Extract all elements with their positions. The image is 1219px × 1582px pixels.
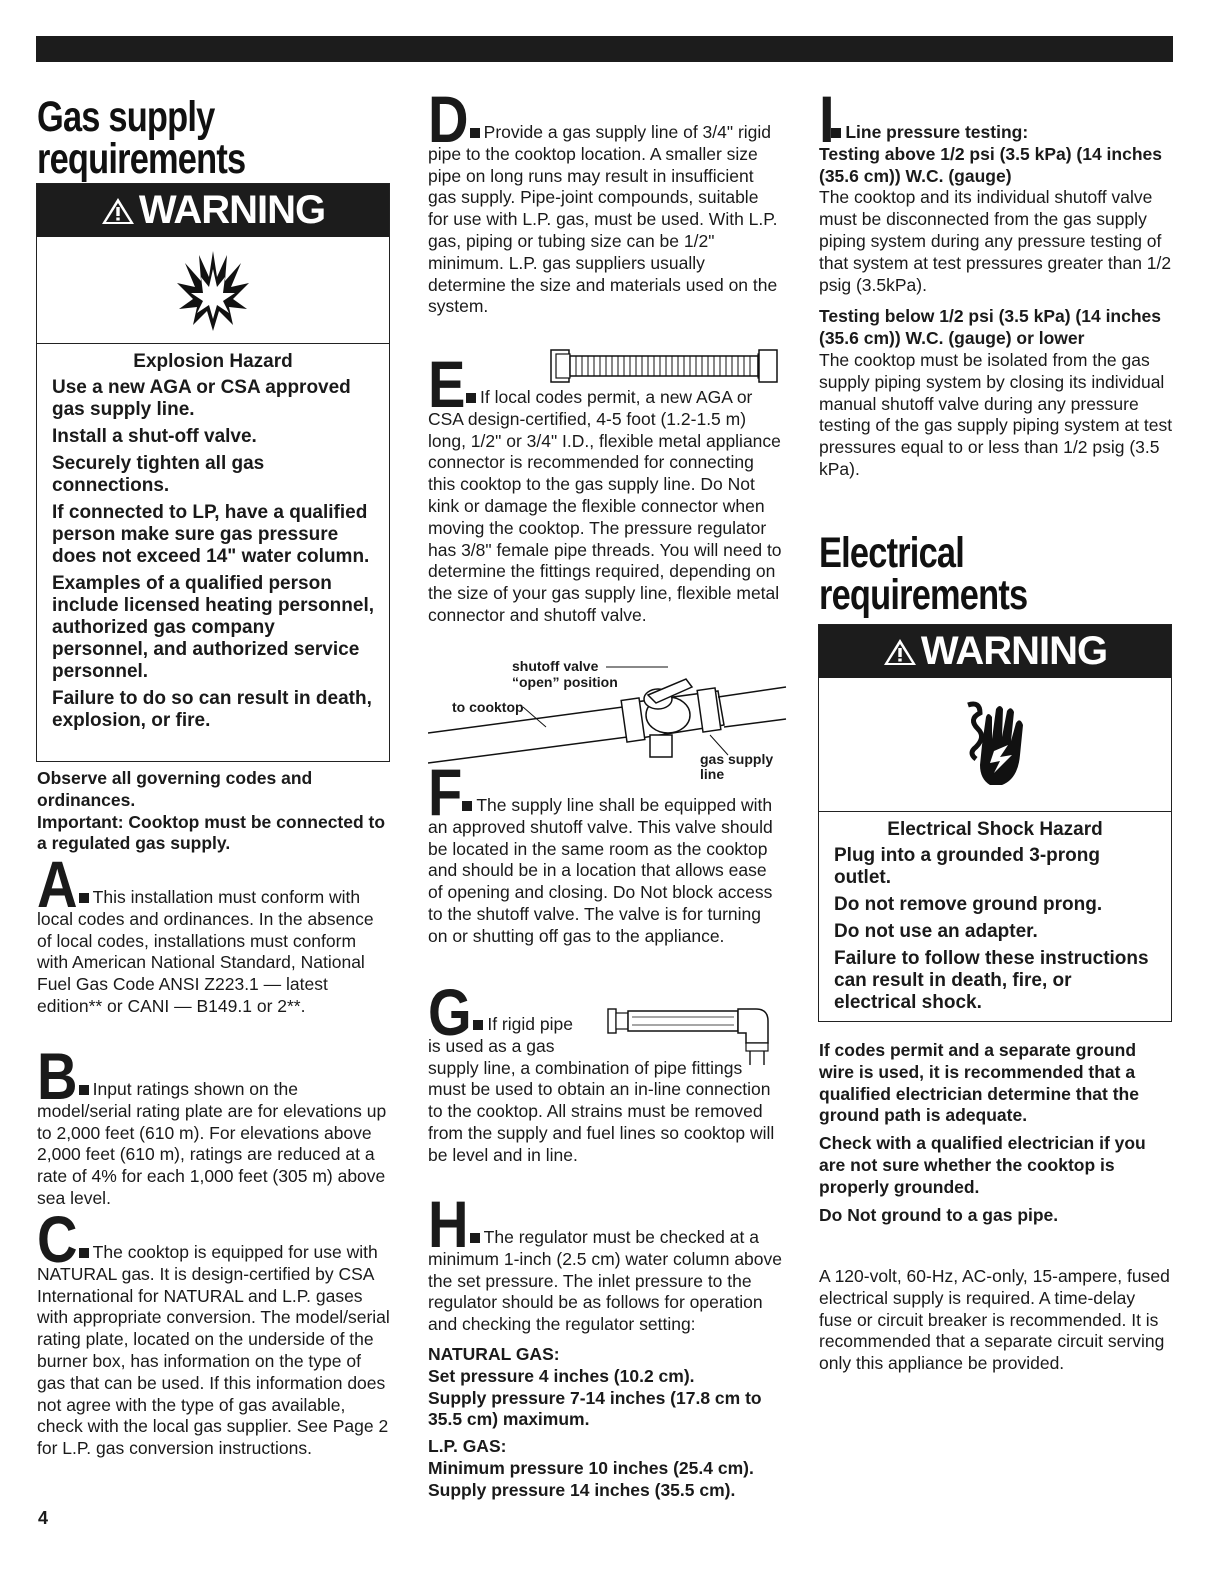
section-c <box>37 1202 392 1460</box>
electrical-supply <box>819 1266 1171 1375</box>
test-above-heading: Testing above 1/2 psi (3.5 kPa) (14 inches (35.6 cm)) W.C. (gauge) <box>819 143 1163 186</box>
electric-shock-hand-icon <box>950 695 1040 795</box>
shock-icon-area <box>819 678 1171 812</box>
bullet-icon <box>473 1020 483 1030</box>
section-h-text: The regulator must be checked at a minimum 1-inch (2.5 cm) water column above the set pressure. The inlet pressure to the regulator should be as follows for operation and checking the regulator setting: <box>428 1227 783 1335</box>
section-g-text-1: If rigid pipe <box>487 1014 573 1034</box>
section-f-text: The supply line shall be equipped with an approved shutoff valve. This valve should be located in the same room as the cooktop and should be in a location that allows ease of opening and closing. Do Not block access to the shutoff valve. The valve is for turning on or shutting off gas to the appliance. <box>428 795 773 946</box>
gas-title-line-2: requirements <box>37 135 246 183</box>
natural-gas-title: NATURAL GAS: <box>428 1343 560 1364</box>
electrical-title-line-1: Electrical <box>819 529 964 577</box>
warning-header <box>37 184 389 237</box>
electrical-supply-text: A 120-volt, 60-Hz, AC-only, 15-ampere, fused electrical supply is required. A time-delay fuse or circuit breaker is recommended. It is recommended that a separate circuit serving only this appliance be provided. <box>819 1266 1170 1374</box>
dropcap-h: H <box>428 1187 469 1261</box>
hazard-item: Examples of a qualified person include licensed heating personnel, authorized gas company personnel, and authorized service personnel. <box>52 573 375 682</box>
hazard-item: Use a new AGA or CSA approved gas supply line. <box>52 377 351 420</box>
header-bar <box>36 36 1173 62</box>
hazard-item: Do not use an adapter. <box>834 921 1038 942</box>
bullet-icon <box>462 801 472 811</box>
explosion-icon-area <box>37 237 389 344</box>
bullet-icon <box>79 893 89 903</box>
dropcap-d: D <box>428 82 469 156</box>
hazard-item: Install a shut-off valve. <box>52 426 257 447</box>
alert-triangle-icon <box>883 637 917 667</box>
section-c-text: The cooktop is equipped for use with NATURAL gas. It is design-certified by CSA International for NATURAL and L.P. gases with appropriate conversion. The model/serial rating plate, located on the underside of the burner box, has information on the type of gas that can be used. If this information does not agree with the type of gas available, check with the local gas supplier. See Page 2 for L.P. gas conversion instructions. <box>37 1242 390 1459</box>
section-g-text-2: is used as a gas <box>428 1035 555 1056</box>
natural-gas-supply: Supply pressure 7-14 inches (17.8 cm to 35.5 cm) maximum. <box>428 1387 762 1430</box>
section-b-text: Input ratings shown on the model/serial rating plate are for elevations up to 2,000 feet (610 m). For elevations above 2,000 feet (610 m), ratings are reduced at a rate of 4% for each 1,000 feet (305 m) above sea level. <box>37 1079 387 1208</box>
shutoff-valve-figure <box>428 655 788 785</box>
section-h <box>428 1187 783 1502</box>
warning-header <box>819 625 1171 678</box>
lp-gas-min: Minimum pressure 10 inches (25.4 cm). <box>428 1457 754 1478</box>
section-a <box>37 847 392 1018</box>
hazard-item: If connected to LP, have a qualified person make sure gas pressure does not exceed 14" water column. <box>52 502 370 567</box>
hazard-title: Explosion Hazard <box>133 351 293 372</box>
dropcap-f: F <box>428 755 463 829</box>
electrical-title-line-2: requirements <box>819 571 1028 619</box>
test-below-text: The cooktop must be isolated from the gas supply piping system by closing its individual manual shutoff valve during any pressure testing of the gas supply piping system at test pressures equal to or less than 1/2 psig (3.5 kPa). <box>819 349 1173 479</box>
section-d <box>428 82 783 318</box>
hazard-list <box>37 377 389 732</box>
dropcap-e: E <box>428 347 466 421</box>
dropcap-i: I <box>819 82 835 156</box>
explosion-icon <box>173 247 253 333</box>
warning-label: WARNING <box>920 629 1108 673</box>
hazard-item: Securely tighten all gas connections. <box>52 453 265 496</box>
alert-triangle-icon <box>101 196 135 226</box>
electrical-note-2: Check with a qualified electrician if you are not sure whether the cooktop is properly grounded. <box>819 1133 1146 1197</box>
important-text: Important: Cooktop must be connected to a regulated gas supply. <box>37 811 386 854</box>
section-e <box>428 347 783 627</box>
cooktop-label: to cooktop <box>452 699 524 715</box>
lp-gas-supply: Supply pressure 14 inches (35.5 cm). <box>428 1479 736 1500</box>
supply-label-1: gas supply <box>700 751 774 767</box>
hazard-title: Electrical Shock Hazard <box>887 819 1103 840</box>
valve-label-1: shutoff valve <box>512 658 599 674</box>
dropcap-a: A <box>37 847 78 921</box>
dropcap-c: C <box>37 1202 78 1276</box>
section-e-text: If local codes permit, a new AGA or CSA design-certified, 4-5 foot (1.2-1.5 m) long, 1/2" or 3/4" I.D., flexible metal appliance connector is recommended for connecting this cooktop to the gas supply line. Do Not kink or damage the flexible connector when moving the cooktop. The pressure regulator has 3/8" female pipe threads. You will need to determine the fittings required, depending on the size of your gas supply line, flexible metal connector and shutoff valve. <box>428 387 782 625</box>
natural-gas-set: Set pressure 4 inches (10.2 cm). <box>428 1365 695 1386</box>
bullet-icon <box>470 128 480 138</box>
gas-warning-box <box>36 183 390 762</box>
bullet-icon <box>466 393 476 403</box>
electrical-title <box>819 529 1079 619</box>
hazard-list <box>819 845 1171 1014</box>
hazard-item: Do not remove ground prong. <box>834 894 1103 915</box>
lp-gas-title: L.P. GAS: <box>428 1436 507 1457</box>
electrical-note-3: Do Not ground to a gas pipe. <box>819 1204 1059 1225</box>
bullet-icon <box>79 1248 89 1258</box>
dropcap-g: G <box>428 975 472 1049</box>
section-a-text: This installation must conform with local codes and ordinances. In the absence of local codes, installations must conform with American National Standard, National Fuel Gas Code ANSI Z223.1 — latest edition** or CANI — B149.1 or 2**. <box>37 887 374 1016</box>
section-b <box>37 1039 392 1210</box>
section-g <box>428 975 783 1167</box>
electrical-warning-box <box>818 624 1172 1022</box>
section-d-text: Provide a gas supply line of 3/4" rigid pipe to the cooktop location. A smaller size pipe on long runs may result in insufficient gas supply. Pipe-joint compounds, suitable for use with L.P. gas, must be used. With L.P. gas, piping or tubing size can be 1/2" minimum. L.P. gas suppliers usually determine the size and materials used on the system. <box>428 122 778 317</box>
electrical-notes <box>819 1040 1171 1226</box>
hazard-item: Failure to do so can result in death, explosion, or fire. <box>52 688 372 731</box>
hazard-item: Failure to follow these instructions can result in death, fire, or electrical shock. <box>834 948 1149 1013</box>
electrical-note-1: If codes permit and a separate ground wire is used, it is recommended that a qualified electrician determine that the ground path is adequate. <box>819 1040 1139 1126</box>
gas-title <box>37 93 297 183</box>
supply-label-2: line <box>700 766 725 782</box>
observe-block <box>37 768 397 855</box>
section-i-heading: Line pressure testing: <box>845 122 1029 142</box>
gas-title-line-1: Gas supply <box>37 93 215 141</box>
dropcap-b: B <box>37 1039 78 1113</box>
valve-label-2: “open” position <box>512 674 618 690</box>
page-number: 4 <box>38 1508 49 1528</box>
bullet-icon <box>79 1085 89 1095</box>
bullet-icon <box>470 1233 480 1243</box>
hazard-item: Plug into a grounded 3-prong outlet. <box>834 845 1100 888</box>
test-above-text: The cooktop and its individual shutoff valve must be disconnected from the gas supply piping system during any pressure testing of that system at test pressures greater than 1/2 psig (3.5kPa). <box>819 187 1172 295</box>
section-g-text-3: supply line, a combination of pipe fittings must be used to obtain an in-line connection to the cooktop. All strains must be removed from the supply and fuel lines so cooktop will be level and in line. <box>428 1057 775 1165</box>
observe-text: Observe all governing codes and ordinances. <box>37 768 313 810</box>
test-below-heading: Testing below 1/2 psi (3.5 kPa) (14 inches (35.6 cm)) W.C. (gauge) or lower <box>819 306 1162 349</box>
section-i <box>819 82 1174 481</box>
warning-label: WARNING <box>138 188 326 232</box>
